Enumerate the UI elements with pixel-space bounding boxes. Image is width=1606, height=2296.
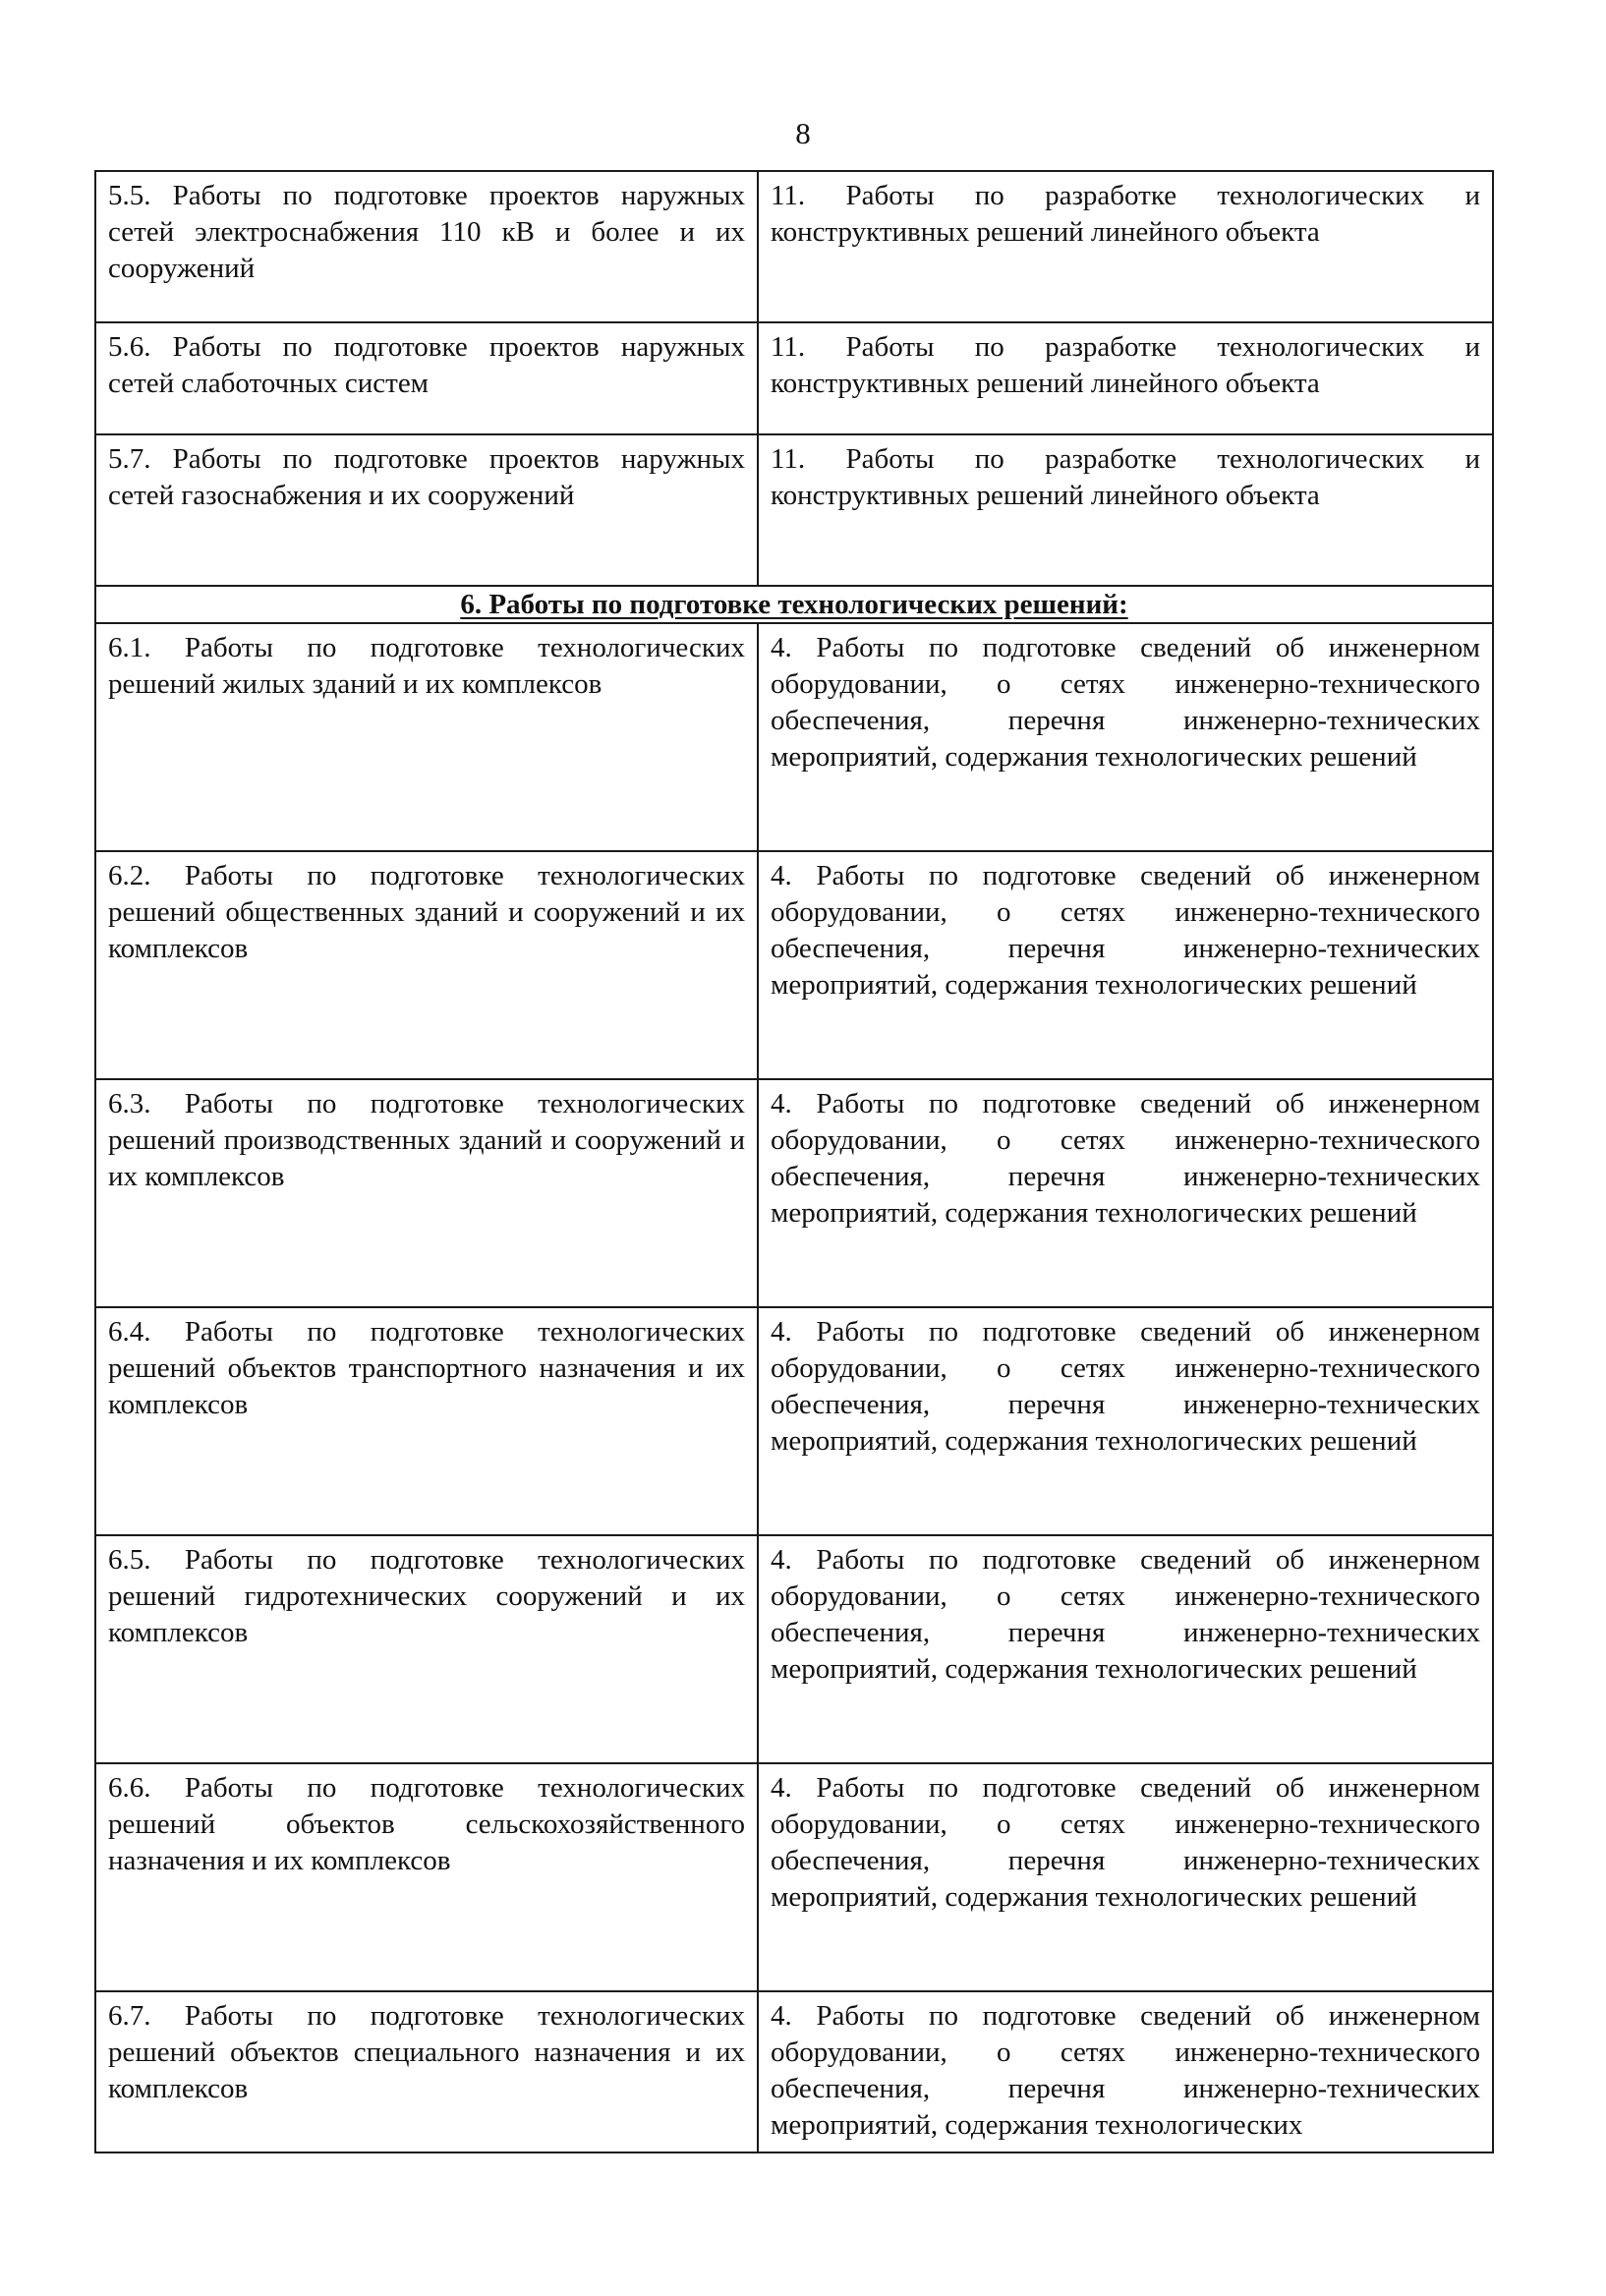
related-work-cell: 4. Работы по подготовке сведений об инженерном оборудовании, о сетях инженерно-технического обеспечения, перечня инженерно-технических мероприятий, содержания технологических решений [758,623,1493,851]
table-row [95,1991,1493,2152]
table-row [95,1763,1493,1991]
work-type-cell: 5.7. Работы по подготовке проектов наружных сетей газоснабжения и их сооружений [95,434,758,586]
related-work-cell: 4. Работы по подготовке сведений об инженерном оборудовании, о сетях инженерно-технического обеспечения, перечня инженерно-технических мероприятий, содержания технологических решений [758,1307,1493,1535]
table-row [95,623,1493,851]
table-row [95,1535,1493,1763]
work-type-cell: 5.5. Работы по подготовке проектов наружных сетей электроснабжения 110 кВ и более и их сооружений [95,171,758,322]
table-row [95,851,1493,1079]
related-work-cell: 4. Работы по подготовке сведений об инженерном оборудовании, о сетях инженерно-технического обеспечения, перечня инженерно-технических мероприятий, содержания технологических [758,1991,1493,2152]
section-heading: 6. Работы по подготовке технологических решений: [95,586,1493,623]
related-work-cell: 11. Работы по разработке технологических и конструктивных решений линейного объекта [758,322,1493,434]
related-work-cell: 4. Работы по подготовке сведений об инженерном оборудовании, о сетях инженерно-технического обеспечения, перечня инженерно-технических мероприятий, содержания технологических решений [758,1535,1493,1763]
table-row [95,434,1493,586]
related-work-cell: 4. Работы по подготовке сведений об инженерном оборудовании, о сетях инженерно-технического обеспечения, перечня инженерно-технических мероприятий, содержания технологических решений [758,851,1493,1079]
table-row [95,322,1493,434]
section-heading-row [95,586,1493,623]
work-type-cell: 6.5. Работы по подготовке технологических решений гидротехнических сооружений и их комплексов [95,1535,758,1763]
related-work-cell: 4. Работы по подготовке сведений об инженерном оборудовании, о сетях инженерно-технического обеспечения, перечня инженерно-технических мероприятий, содержания технологических решений [758,1763,1493,1991]
work-type-cell: 6.4. Работы по подготовке технологических решений объектов транспортного назначения и их комплексов [95,1307,758,1535]
table-row [95,1307,1493,1535]
work-type-cell: 6.6. Работы по подготовке технологических решений объектов сельскохозяйственного назначения и их комплексов [95,1763,758,1991]
work-type-cell: 6.1. Работы по подготовке технологических решений жилых зданий и их комплексов [95,623,758,851]
work-type-cell: 6.2. Работы по подготовке технологических решений общественных зданий и сооружений и их комплексов [95,851,758,1079]
works-table [94,170,1494,2153]
page-number: 8 [795,116,811,150]
table-row [95,171,1493,322]
related-work-cell: 11. Работы по разработке технологических и конструктивных решений линейного объекта [758,171,1493,322]
table-row [95,1079,1493,1307]
work-type-cell: 6.3. Работы по подготовке технологических решений производственных зданий и сооружений и их комплексов [95,1079,758,1307]
related-work-cell: 11. Работы по разработке технологических и конструктивных решений линейного объекта [758,434,1493,586]
work-type-cell: 6.7. Работы по подготовке технологических решений объектов специального назначения и их комплексов [95,1991,758,2152]
work-type-cell: 5.6. Работы по подготовке проектов наружных сетей слаботочных систем [95,322,758,434]
related-work-cell: 4. Работы по подготовке сведений об инженерном оборудовании, о сетях инженерно-технического обеспечения, перечня инженерно-технических мероприятий, содержания технологических решений [758,1079,1493,1307]
